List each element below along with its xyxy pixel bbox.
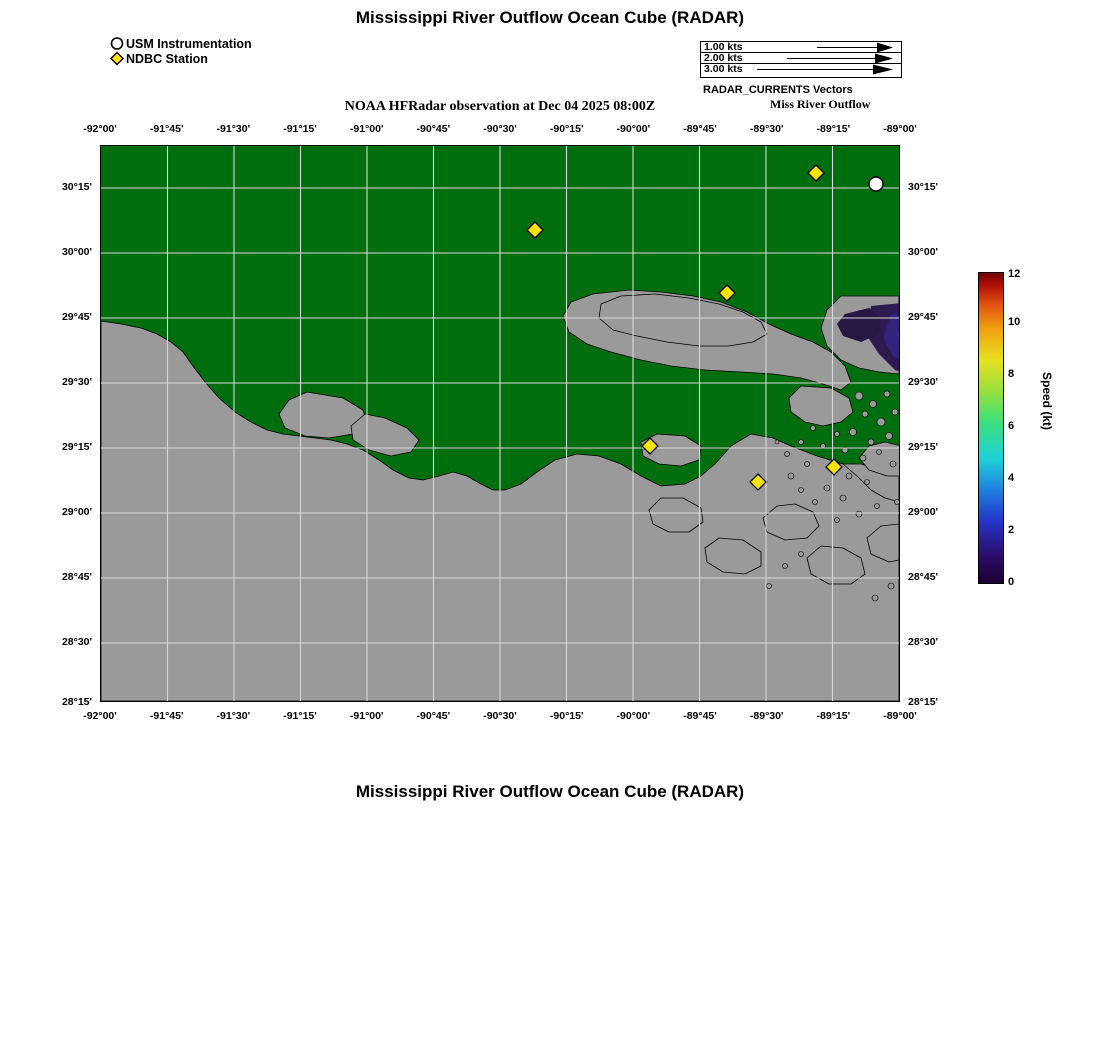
x-tick-bottom-3: -91°15': [283, 710, 317, 722]
colorbar-tick-5: 10: [1008, 316, 1021, 328]
y-tick-right-8: 28°15': [908, 696, 939, 708]
y-tick-left-2: 29°45': [61, 311, 92, 323]
y-tick-left-8: 28°15': [61, 696, 92, 708]
y-tick-left-1: 30°00': [61, 246, 92, 258]
x-tick-top-0: -92°00': [83, 123, 117, 135]
x-tick-bottom-6: -90°30': [483, 710, 517, 722]
x-tick-top-10: -89°30': [749, 123, 784, 135]
y-tick-right-3: 29°30': [908, 376, 939, 388]
vector-key-caption: RADAR_CURRENTS Vectors: [703, 84, 853, 96]
x-tick-top-11: -89°15': [816, 123, 851, 135]
x-tick-top-8: -90°00': [616, 123, 651, 135]
x-tick-bottom-11: -89°15': [816, 710, 851, 722]
map-legend: [108, 36, 252, 66]
vector-key-label-1: 1.00 kts: [704, 41, 743, 53]
page-title: Mississippi River Outflow Ocean Cube (RADAR): [355, 8, 745, 27]
x-tick-bottom-1: -91°45': [149, 710, 184, 722]
colorbar-tick-6: 12: [1008, 268, 1021, 280]
colorbar-tick-0: 0: [1008, 576, 1015, 588]
footer-title: Mississippi River Outflow Ocean Cube (RADAR): [355, 782, 745, 801]
legend-item-ndbc-station: [108, 51, 252, 66]
y-tick-left-3: 29°30': [61, 376, 92, 388]
x-tick-bottom-5: -90°45': [416, 710, 451, 722]
y-tick-right-0: 30°15': [908, 181, 939, 193]
x-tick-bottom-0: -92°00': [83, 710, 117, 722]
colorbar-tick-2: 4: [1008, 472, 1015, 484]
x-tick-bottom-8: -90°00': [616, 710, 651, 722]
x-tick-bottom-7: -90°15': [549, 710, 584, 722]
y-tick-left-5: 29°00': [61, 506, 92, 518]
y-tick-left-0: 30°15': [61, 181, 92, 193]
colorbar-gradient: [978, 272, 1004, 584]
x-tick-bottom-10: -89°30': [749, 710, 784, 722]
y-tick-right-5: 29°00': [908, 506, 939, 518]
y-tick-left-6: 28°45': [61, 571, 92, 583]
colorbar-tick-1: 2: [1008, 524, 1015, 536]
y-tick-right-7: 28°30': [908, 636, 939, 648]
x-tick-top-5: -90°45': [416, 123, 451, 135]
x-tick-top-7: -90°15': [549, 123, 584, 135]
colorbar-title: Speed (kt): [1040, 372, 1054, 431]
y-tick-right-6: 28°45': [908, 571, 939, 583]
x-tick-bottom-4: -91°00': [349, 710, 384, 722]
vector-scale-key: [700, 41, 902, 78]
x-tick-bottom-12: -89°00': [883, 710, 917, 722]
outflow-annotation: Miss River Outflow: [770, 97, 871, 111]
legend-label-usm: USM Instrumentation: [126, 36, 252, 51]
vector-arrow-icon-3: [749, 64, 899, 75]
x-tick-top-3: -91°15': [283, 123, 317, 135]
observation-subtitle: NOAA HFRadar observation at Dec 04 2025 08:00Z: [344, 99, 656, 114]
legend-item-usm-instrumentation: [108, 36, 252, 51]
map-plot-area[interactable]: [100, 145, 900, 702]
x-tick-bottom-2: -91°30': [216, 710, 251, 722]
colorbar-tick-4: 8: [1008, 368, 1015, 380]
vector-key-row-3: [701, 64, 901, 75]
x-tick-top-12: -89°00': [883, 123, 917, 135]
y-tick-right-4: 29°15': [908, 441, 939, 453]
vector-arrow-icon-1: [789, 42, 899, 53]
map-canvas: [101, 146, 899, 701]
x-tick-bottom-9: -89°45': [683, 710, 717, 722]
vector-arrow-icon-2: [769, 53, 899, 64]
vector-key-label-3: 3.00 kts: [704, 63, 743, 75]
diamond-marker-icon: [108, 51, 126, 66]
y-tick-left-4: 29°15': [61, 441, 92, 453]
circle-marker-icon: [108, 36, 126, 51]
y-tick-right-1: 30°00': [908, 246, 939, 258]
colorbar-tick-3: 6: [1008, 420, 1015, 432]
vector-key-label-2: 2.00 kts: [704, 52, 743, 64]
y-tick-left-7: 28°30': [61, 636, 92, 648]
x-tick-top-9: -89°45': [683, 123, 717, 135]
x-tick-top-2: -91°30': [216, 123, 251, 135]
x-tick-top-6: -90°30': [483, 123, 517, 135]
legend-label-ndbc: NDBC Station: [126, 51, 208, 66]
y-tick-right-2: 29°45': [908, 311, 939, 323]
x-tick-top-4: -91°00': [349, 123, 384, 135]
usm-instrumentation-marker: [869, 177, 883, 191]
x-tick-top-1: -91°45': [149, 123, 184, 135]
